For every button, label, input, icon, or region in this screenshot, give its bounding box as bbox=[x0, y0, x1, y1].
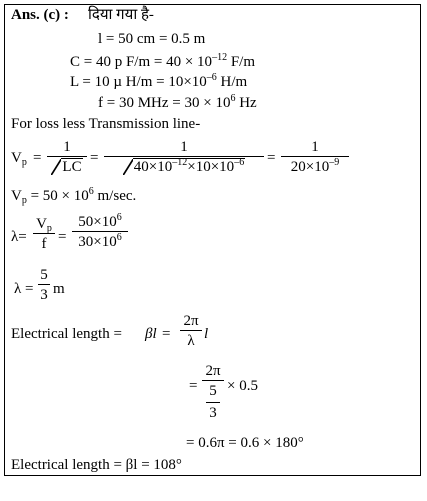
given-frequency: f = 30 MHz = $30 \times 10^6$ Hz bbox=[98, 93, 257, 111]
fraction-den-3: 3 bbox=[206, 402, 220, 423]
vp-result: $V_p = 50 \times 10^6$ m/sec. bbox=[11, 186, 137, 206]
electrical-length-value: = 0.6π = 0.6 × 180° bbox=[186, 435, 304, 451]
length-l: l bbox=[204, 326, 209, 342]
given-length: l = 50 cm = 0.5 m bbox=[98, 31, 206, 47]
fraction-values: $50\times 10^6$ $30\times 10^6$ bbox=[72, 213, 128, 252]
beta-l: βl bbox=[145, 326, 157, 342]
fraction-5-over-3: 5 3 bbox=[38, 266, 50, 305]
lambda-lhs: λ= bbox=[11, 229, 27, 245]
fraction-vp-over-f: $V_p$ f bbox=[33, 215, 55, 254]
given-label: दिया गया है- bbox=[88, 7, 154, 23]
fraction-1-over-sqrt-lc: 1 LC bbox=[47, 138, 87, 177]
eq-sign: = bbox=[162, 326, 171, 342]
lambda-unit: m bbox=[53, 281, 65, 297]
electrical-length-label: Electrical length = bbox=[11, 326, 122, 342]
eq-sign: = bbox=[90, 150, 99, 166]
given-inductance: L = 10 µ $H/m = 10\times 10^{-6}$ H/m bbox=[70, 72, 248, 90]
fraction-2pi-over-lambda: 2π λ bbox=[180, 312, 202, 351]
fraction-2pi-over-5-3: 2π 5 bbox=[202, 362, 224, 401]
eq-sign: = bbox=[33, 150, 42, 166]
lossless-heading: For loss less Transmission line- bbox=[11, 116, 201, 132]
eq-sign: = bbox=[189, 378, 198, 394]
final-answer: Electrical length = βl = 108° bbox=[11, 457, 182, 473]
given-capacitance: C = 40 p $F/m = 40 \times 10^{-12}$ F/m bbox=[70, 52, 255, 70]
lambda-result-lhs: λ = bbox=[14, 281, 34, 297]
eq-sign: = bbox=[267, 150, 276, 166]
answer-label: Ans. (c) : bbox=[11, 7, 69, 23]
times-half: × 0.5 bbox=[227, 378, 258, 394]
fraction-simplified: 1 $20\times 10^{-9}$ bbox=[281, 138, 349, 177]
eq-sign: = bbox=[58, 229, 67, 245]
vp-lhs: $V_p$ bbox=[11, 150, 27, 168]
fraction-substituted: 1 $40\times 10^{-12}\times 10\times 10^{-6}$ bbox=[104, 138, 264, 177]
